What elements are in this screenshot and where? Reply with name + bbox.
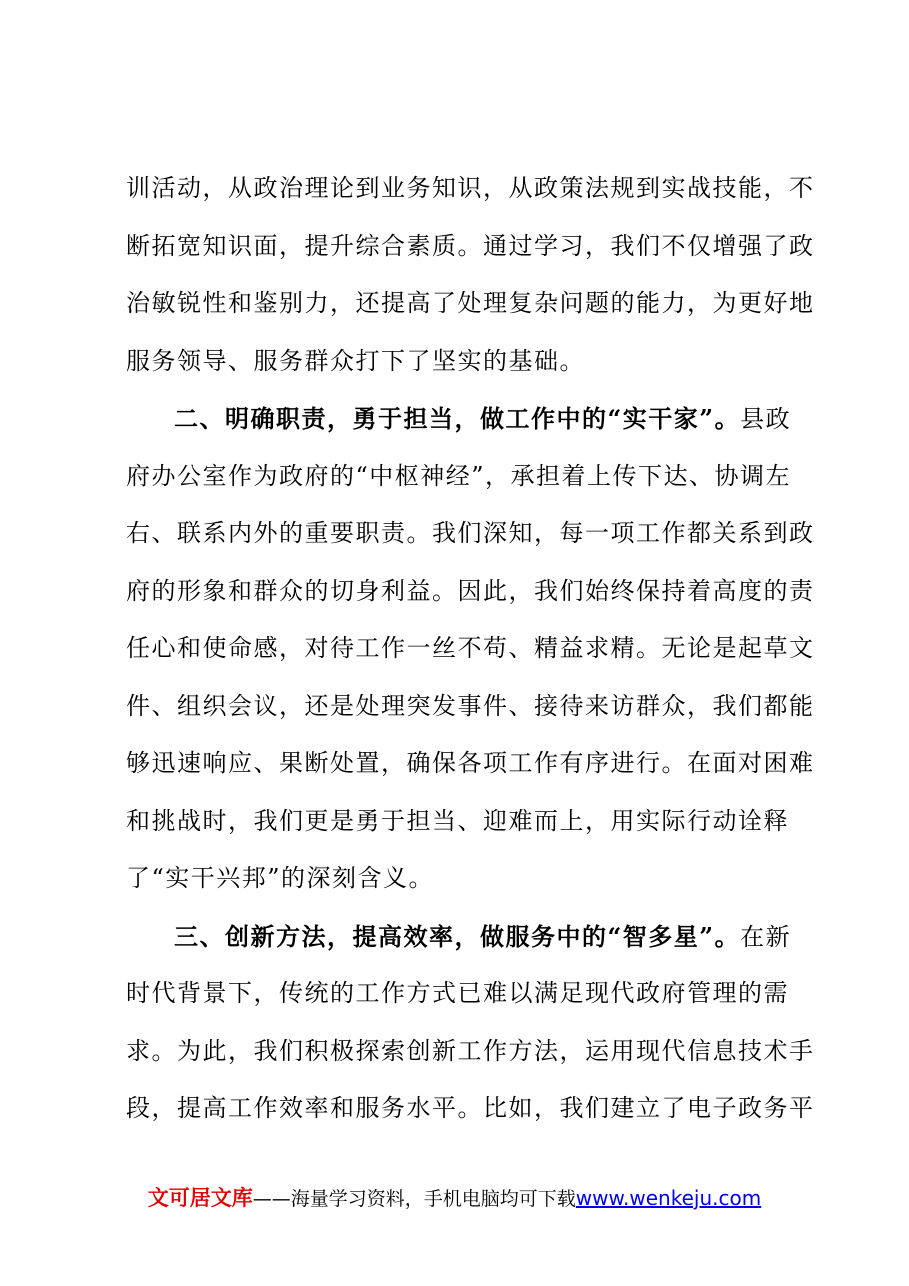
text-line: 服务领导、服务群众打下了坚实的基础。	[126, 346, 585, 375]
text-line: 治敏锐性和鉴别力，还提高了处理复杂问题的能力，为更好地	[126, 289, 815, 317]
document-body	[126, 160, 815, 1138]
footer-brand: 文可居文库	[147, 1186, 253, 1210]
paragraph-heading-line	[126, 908, 792, 966]
paragraph-heading-line	[126, 390, 792, 448]
paragraph-3	[126, 908, 815, 1138]
footer-tagline: ——海量学习资料，手机电脑均可下载	[252, 1188, 576, 1210]
text-line: 时代背景下，传统的工作方式已难以满足现代政府管理的需	[126, 979, 789, 1007]
text-line: 段，提高工作效率和服务水平。比如，我们建立了电子政务平	[126, 1094, 815, 1122]
paragraph-2	[126, 390, 815, 908]
paragraph-1	[126, 160, 815, 390]
text-line: 求。为此，我们积极探索创新工作方法，运用现代信息技术手	[126, 1036, 815, 1065]
text-line: 训活动，从政治理论到业务知识，从政策法规到实战技能，不	[126, 174, 815, 202]
section-heading: 三、创新方法，提高效率，做服务中的“智多星”。	[174, 921, 741, 951]
text-line: 府的形象和群众的切身利益。因此，我们始终保持着高度的责	[126, 576, 815, 605]
text-line: 任心和使命感，对待工作一丝不苟、精益求精。无论是起草文	[126, 634, 815, 662]
text-line: 够迅速响应、果断处置，确保各项工作有序进行。在面对困难	[126, 749, 815, 777]
text-line: 件、组织会议，还是处理突发事件、接待来访群众，我们都能	[126, 691, 815, 720]
page-footer	[0, 1182, 909, 1212]
text-line: 右、联系内外的重要职责。我们深知，每一项工作都关系到政	[126, 519, 815, 547]
text-line: 府办公室作为政府的“中枢神经”，承担着上传下达、协调左	[126, 461, 792, 490]
text-run: 在新	[740, 922, 792, 951]
text-line: 断拓宽知识面，提升综合素质。通过学习，我们不仅增强了政	[126, 231, 815, 260]
footer-website-link[interactable]: www.wenkeju.com	[575, 1186, 762, 1210]
text-line: 和挑战时，我们更是勇于担当、迎难而上，用实际行动诠释	[126, 806, 789, 835]
text-run: 县政	[740, 405, 792, 433]
section-heading: 二、明确职责，勇于担当，做工作中的“实干家”。	[174, 404, 741, 433]
text-line: 了“实干兴邦”的深刻含义。	[126, 864, 435, 892]
